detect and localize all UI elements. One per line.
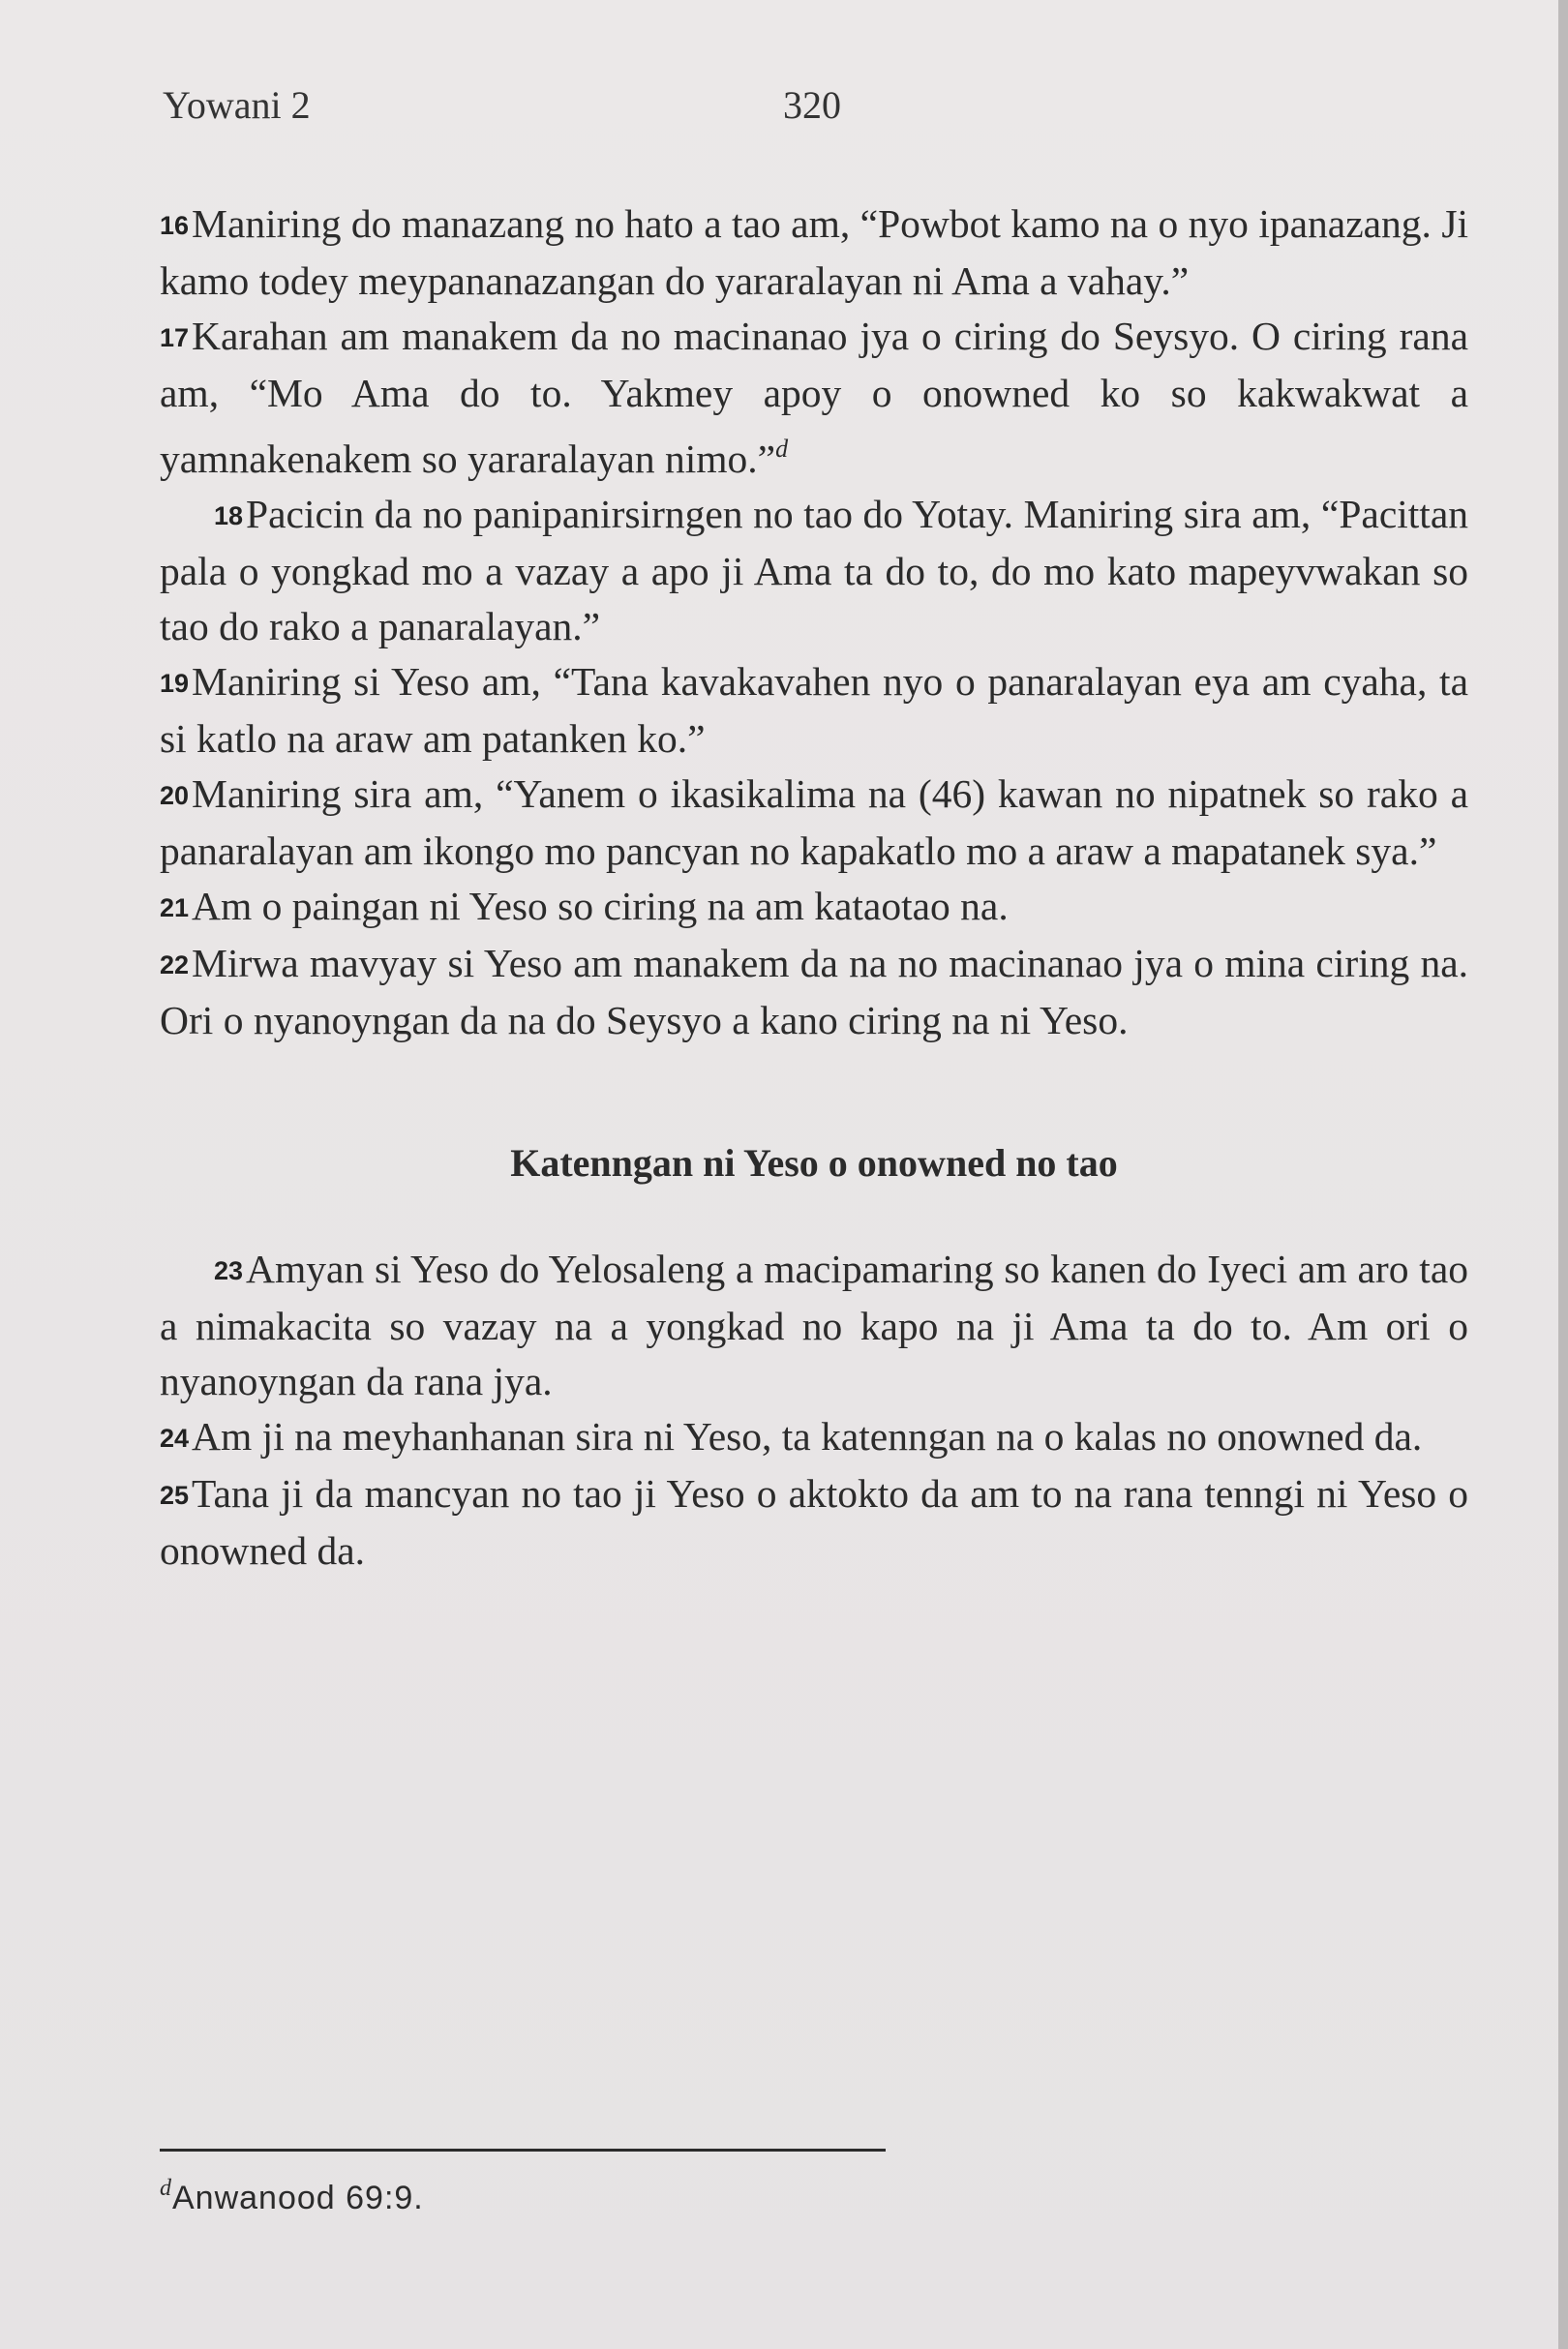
verse-text: Mirwa mavyay si Yeso am manakem da na no macinanao jya o mina ciring na. Ori o nyanoyngan da na do Seysyo a kano ciring na ni Yeso. — [160, 941, 1468, 1042]
verse — [160, 936, 1468, 1048]
verse-number: 17 — [160, 323, 190, 352]
footnote-reference: d — [775, 435, 789, 463]
footnote — [160, 2176, 424, 2217]
verse-number: 25 — [160, 1481, 190, 1510]
running-head-book: Yowani 2 — [163, 83, 311, 127]
footnote-text: Anwanood 69:9. — [172, 2180, 424, 2216]
verse-group-b — [160, 1242, 1468, 1579]
verse-text: Am ji na meyhanhanan sira ni Yeso, ta katenngan na o kalas no onowned da. — [192, 1414, 1423, 1459]
verse-number: 23 — [214, 1256, 244, 1285]
verse — [160, 654, 1468, 767]
verse — [160, 879, 1468, 936]
verse — [160, 767, 1468, 879]
verse — [160, 487, 1468, 654]
verse-text: Pacicin da no panipanirsirngen no tao do Yotay. Maniring sira am, “Pacittan pala o yongkad mo a vazay a apo ji Ama ta do to, do mo kato mapeyvwakan so tao do rako a panaralayan.” — [160, 492, 1468, 648]
verse-number: 19 — [160, 669, 190, 698]
verse — [160, 1466, 1468, 1579]
verse-number: 18 — [214, 501, 244, 530]
verse-number: 16 — [160, 211, 190, 240]
verse-number: 22 — [160, 950, 190, 979]
verse-number: 20 — [160, 781, 190, 810]
verse — [160, 196, 1468, 309]
verse-number: 21 — [160, 893, 190, 922]
verse-text: Amyan si Yeso do Yelosaleng a macipamaring so kanen do Iyeci am aro tao a nimakacita so vazay na a yongkad no kapo na ji Ama ta do to. Am ori o nyanoyngan da rana jya. — [160, 1247, 1468, 1403]
verse-text: Tana ji da mancyan no tao ji Yeso o aktokto da am to na rana tenngi ni Yeso o onowned da. — [160, 1471, 1468, 1573]
footnote-rule — [160, 2149, 886, 2152]
section-heading: Katenngan ni Yeso o onowned no tao — [510, 1141, 1118, 1185]
page-edge — [1558, 0, 1568, 2349]
verse-group-a — [160, 196, 1468, 1048]
verse — [160, 1409, 1468, 1466]
verse — [160, 309, 1468, 487]
verse — [160, 1242, 1468, 1409]
verse-text: Maniring do manazang no hato a tao am, “Powbot kamo na o nyo ipanazang. Ji kamo todey meypananazangan do yararalayan ni Ama a vahay.” — [160, 201, 1468, 303]
verse-text: Am o paingan ni Yeso so ciring na am kataotao na. — [192, 884, 1009, 928]
verse-text: Maniring sira am, “Yanem o ikasikalima na (46) kawan no nipatnek so rako a panaralayan am ikongo mo pancyan no kapakatlo mo a araw a mapatanek sya.” — [160, 771, 1468, 873]
verse-text: Maniring si Yeso am, “Tana kavakavahen nyo o panaralayan eya am cyaha, ta si katlo na araw am patanken ko.” — [160, 659, 1468, 761]
footnote-mark: d — [160, 2176, 172, 2201]
verse-text: Karahan am manakem da no macinanao jya o ciring do Seysyo. O ciring rana am, “Mo Ama do to. Yakmey apoy o onowned ko so kakwakwat a yamnakenakem so yararalayan nimo.” — [160, 314, 1468, 481]
page-number: 320 — [783, 83, 841, 127]
verse-number: 24 — [160, 1424, 190, 1453]
scripture-text — [160, 196, 1468, 1579]
